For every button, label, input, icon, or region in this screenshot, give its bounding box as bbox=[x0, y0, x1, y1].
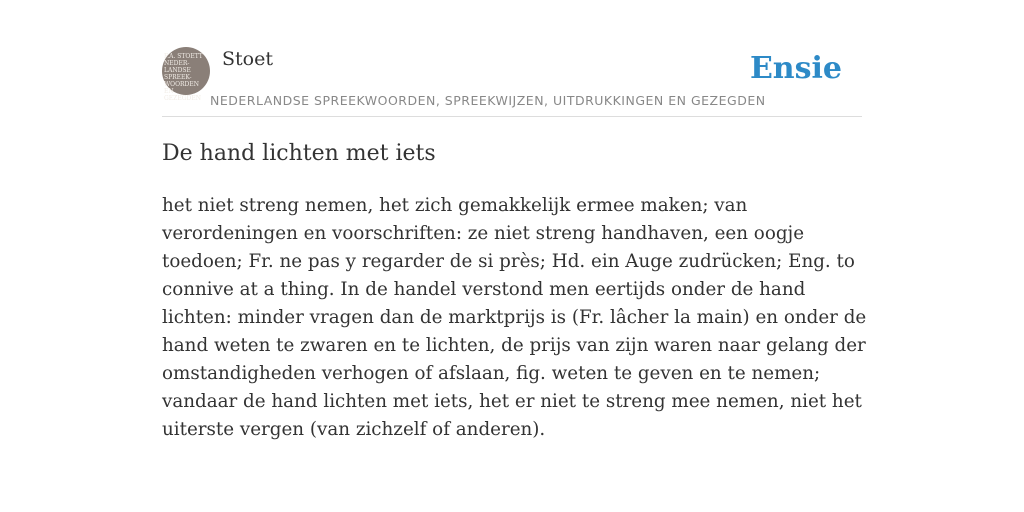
entry-definition: het niet streng nemen, het zich gemakkelijk ermee maken; van verordeningen en voorschriften: ze niet streng handhaven, een oogje toedoen; Fr. ne pas y regarder de si près; Hd. ein Auge zudrücken; Eng. to connive at a thing. In de handel verstond men eertijds onder de hand lichten: minder vragen dan de marktprijs is (Fr. lâcher la main) en onder de hand weten te zwaren en te lichten, de prijs van zijn waren naar gelang der omstandigheden verhogen of afslaan, fig. weten te geven en te nemen; vandaar de hand lichten met iets, het er niet te streng mee nemen, niet het uiterste vergen (van zichzelf of anderen). bbox=[162, 195, 867, 440]
entry-title: De hand lichten met iets bbox=[162, 141, 436, 166]
ensie-logo-link[interactable]: Ensie bbox=[749, 51, 842, 86]
author-name[interactable]: Stoet bbox=[222, 48, 273, 70]
header bbox=[162, 46, 862, 117]
avatar-book-cover-text: F.A. STOETT NEDER- LANDSE SPREEK- WOORDEN EN GEZEGDEN bbox=[164, 53, 203, 102]
source-subtitle[interactable]: NEDERLANDSE SPREEKWOORDEN, SPREEKWIJZEN, UITDRUKKINGEN EN GEZEGDEN bbox=[210, 93, 766, 108]
avatar[interactable] bbox=[162, 47, 210, 102]
